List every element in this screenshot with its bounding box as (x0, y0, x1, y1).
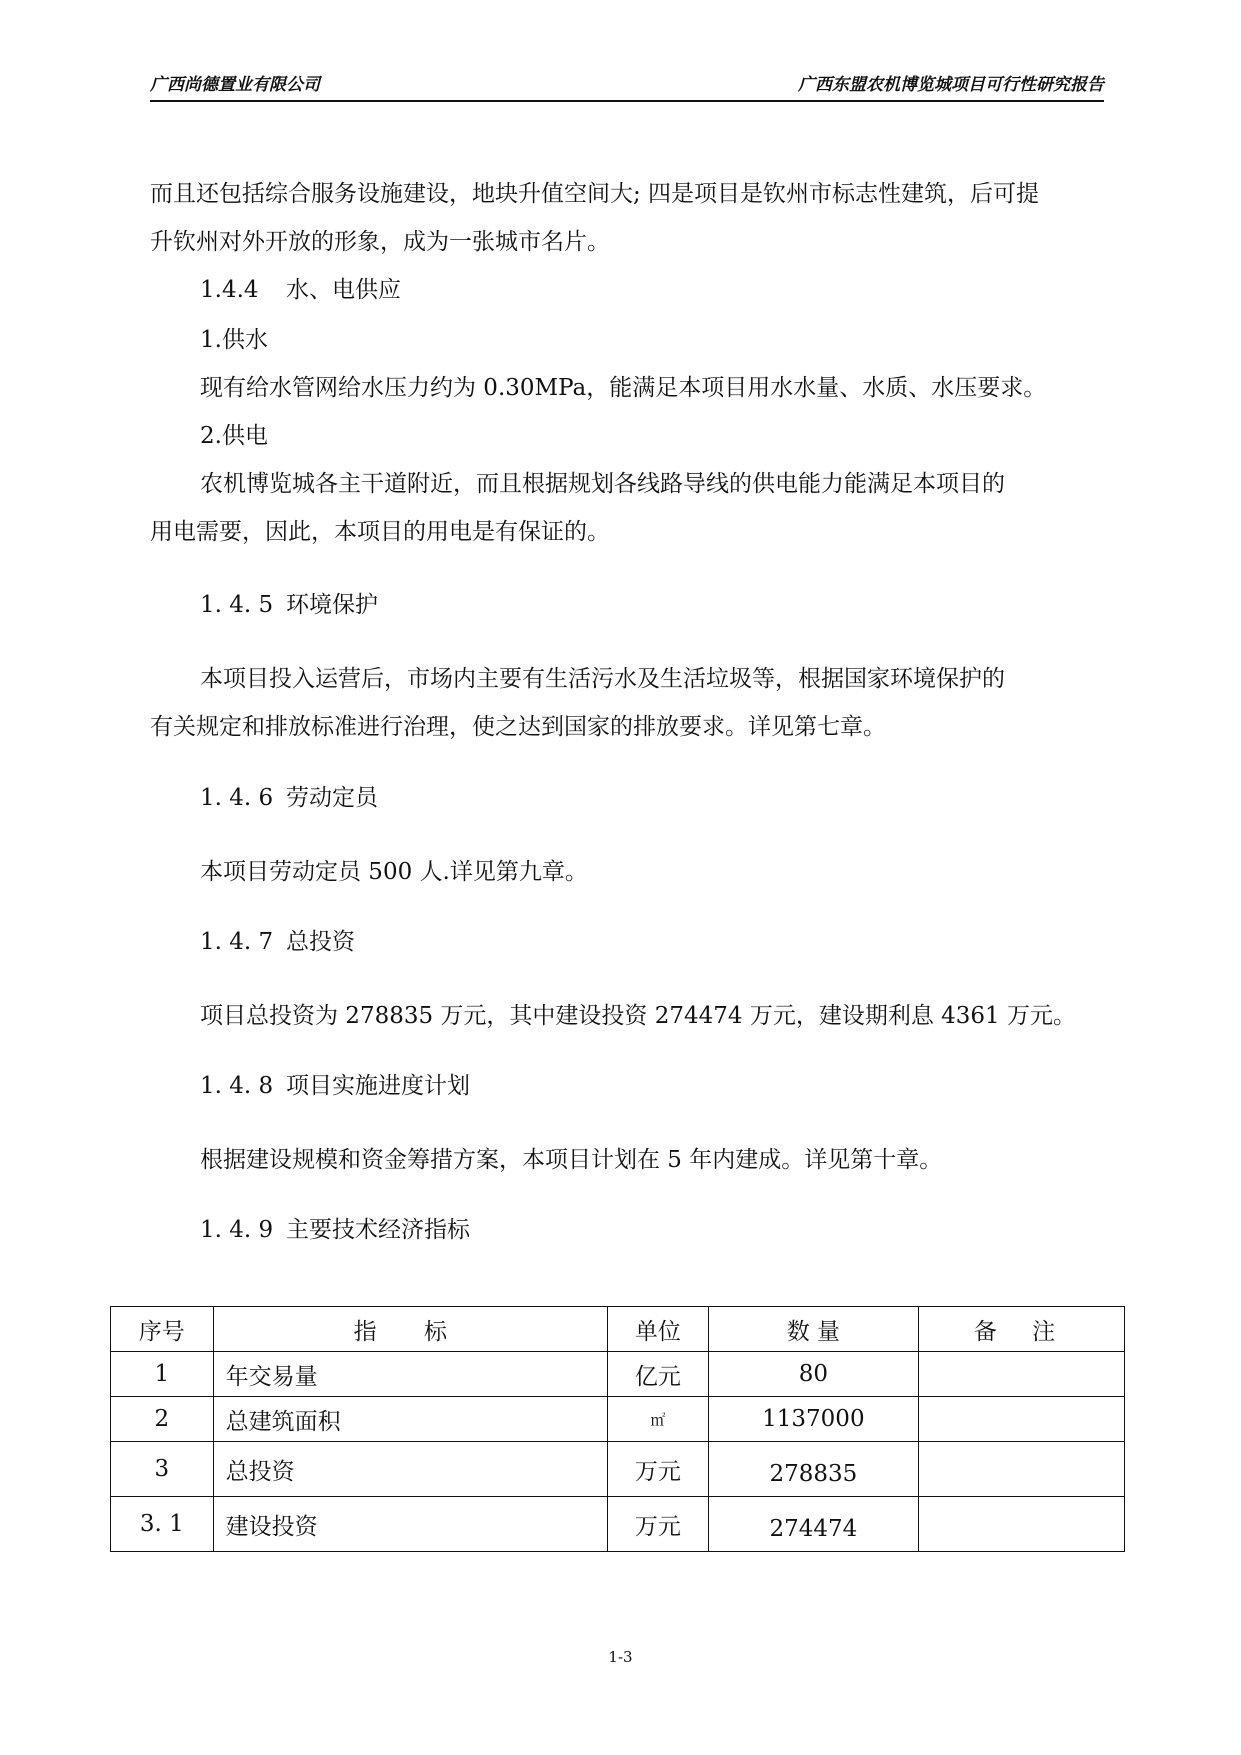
row-name: 总投资 (213, 1442, 608, 1497)
section-number: 1.4.4 (200, 277, 259, 303)
row-no: 2 (111, 1397, 214, 1442)
row-no: 3. 1 (111, 1497, 214, 1552)
row-name: 建设投资 (213, 1497, 608, 1552)
intro-line-1: 而且还包括综合服务设施建设，地块升值空间大; 四是项目是钦州市标志性建筑，后可提 (150, 181, 1040, 207)
power-line-2: 用电需要，因此，本项目的用电是有保证的。 (150, 519, 610, 545)
section-title: 总投资 (286, 929, 355, 955)
table-row (111, 1497, 1125, 1552)
row-unit: 万元 (608, 1442, 709, 1497)
row-no: 1 (111, 1352, 214, 1397)
row-unit: 万元 (608, 1497, 709, 1552)
table-header-row (111, 1307, 1125, 1352)
intro-line-2: 升钦州对外开放的形象，成为一张城市名片。 (150, 229, 610, 255)
section-title: 主要技术经济指标 (286, 1217, 470, 1243)
page-number: 1-3 (608, 1648, 633, 1666)
section-1-4-4-heading (200, 275, 401, 305)
intro-paragraph (150, 170, 1106, 266)
investment-text: 项目总投资为 278835 万元，其中建设投资 274474 万元，建设期利息 4361 万元。 (200, 1003, 1076, 1029)
section-title: 水、电供应 (286, 277, 401, 303)
row-note (919, 1352, 1125, 1397)
row-note (919, 1397, 1125, 1442)
env-line-1: 本项目投入运营后，市场内主要有生活污水及生活垃圾等，根据国家环境保护的 (200, 666, 1005, 692)
environment-paragraph (150, 655, 1106, 751)
header-report-title: 广西东盟农机博览城项目可行性研究报告 (798, 75, 1104, 95)
row-unit: 亿元 (608, 1352, 709, 1397)
row-note (919, 1497, 1125, 1552)
labor-text: 本项目劳动定员 500 人.详见第九章。 (200, 859, 588, 885)
row-no: 3 (111, 1442, 214, 1497)
header-name: 指 标 (213, 1307, 608, 1352)
section-1-4-8-heading (200, 1071, 470, 1101)
header-company: 广西尚德置业有限公司 (150, 75, 320, 95)
section-1-4-5-heading (200, 590, 378, 620)
table-row (111, 1442, 1125, 1497)
section-1-4-9-heading (200, 1215, 470, 1245)
section-title: 环境保护 (286, 592, 378, 618)
power-supply-heading: 2.供电 (200, 423, 268, 449)
water-supply-heading: 1.供水 (200, 327, 268, 353)
row-qty: 278835 (708, 1442, 918, 1497)
table-row (111, 1397, 1125, 1442)
row-qty: 1137000 (708, 1397, 918, 1442)
power-supply-paragraph (150, 460, 1106, 556)
section-title: 项目实施进度计划 (286, 1073, 470, 1099)
header-no: 序号 (111, 1307, 214, 1352)
row-unit: ㎡ (608, 1397, 709, 1442)
header-note: 备 注 (919, 1307, 1125, 1352)
row-qty: 274474 (708, 1497, 918, 1552)
row-name: 总建筑面积 (213, 1397, 608, 1442)
table-row (111, 1352, 1125, 1397)
section-number: 1. 4. 8 (200, 1073, 274, 1099)
schedule-text: 根据建设规模和资金筹措方案，本项目计划在 5 年内建成。详见第十章。 (200, 1147, 943, 1173)
section-number: 1. 4. 7 (200, 929, 274, 955)
indicators-table (110, 1306, 1125, 1552)
power-line-1: 农机博览城各主干道附近，而且根据规划各线路导线的供电能力能满足本项目的 (200, 471, 1005, 497)
water-supply-text: 现有给水管网给水压力约为 0.30MPa，能满足本项目用水水量、水质、水压要求。 (200, 375, 1047, 401)
section-number: 1. 4. 9 (200, 1217, 274, 1243)
section-number: 1. 4. 6 (200, 785, 274, 811)
header-unit: 单位 (608, 1307, 709, 1352)
section-title: 劳动定员 (286, 785, 378, 811)
row-qty: 80 (708, 1352, 918, 1397)
section-1-4-7-heading (200, 927, 355, 957)
section-1-4-6-heading (200, 783, 378, 813)
page-header (150, 74, 1104, 102)
row-name: 年交易量 (213, 1352, 608, 1397)
env-line-2: 有关规定和排放标准进行治理，使之达到国家的排放要求。详见第七章。 (150, 714, 886, 740)
row-note (919, 1442, 1125, 1497)
section-number: 1. 4. 5 (200, 592, 274, 618)
header-qty: 数 量 (708, 1307, 918, 1352)
